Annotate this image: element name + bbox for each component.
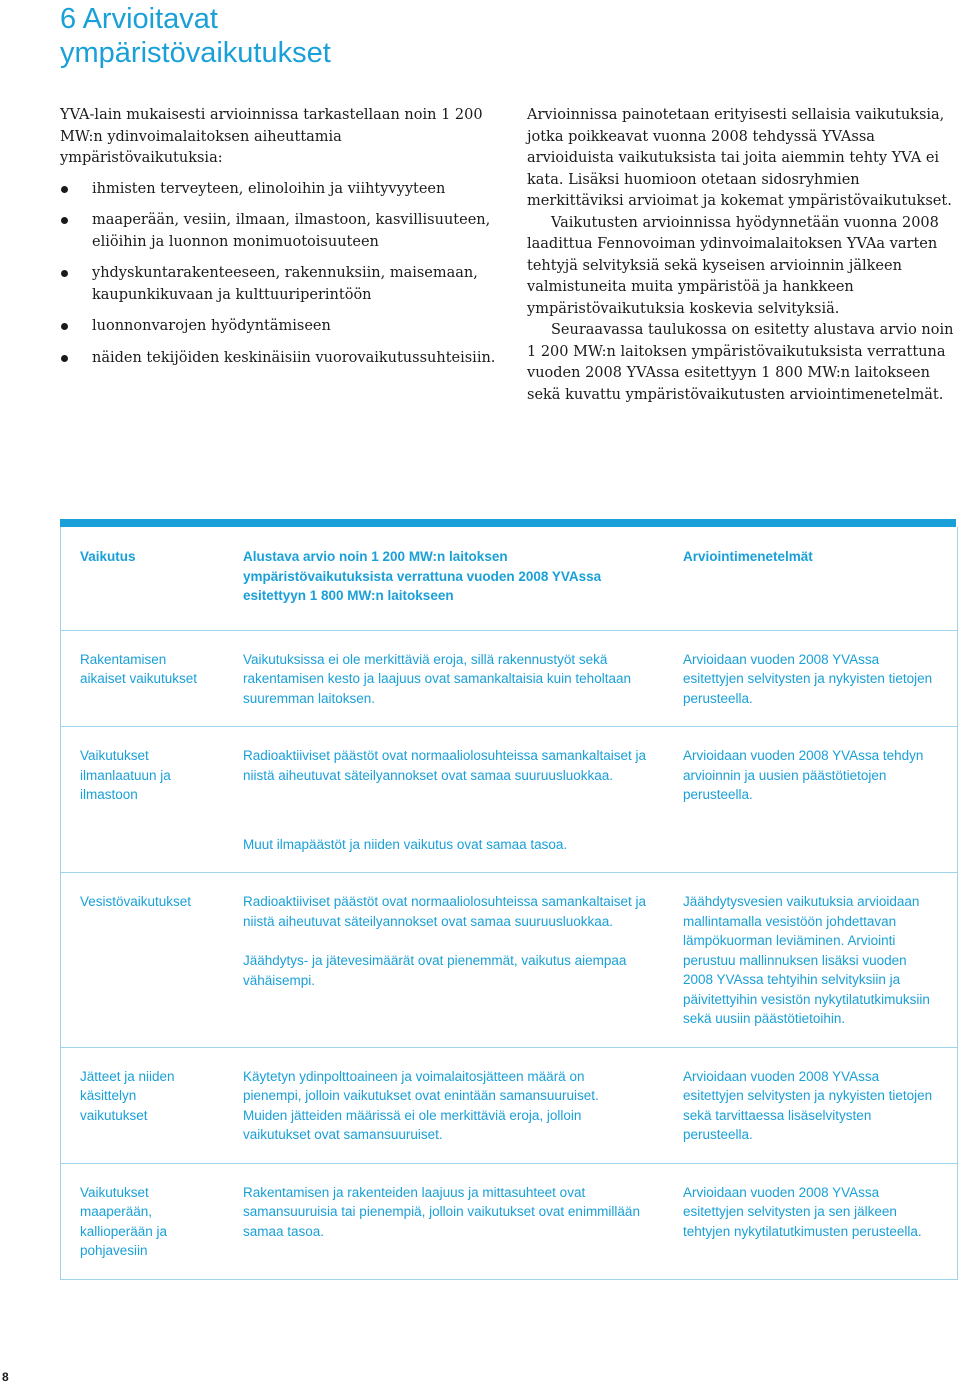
body-paragraph: Seuraavassa taulukossa on esitetty alustava arvio noin 1 200 MW:n laitoksen ympäristövaikutuksista verrattuna vuoden 2008 YVAssa esitettyyn 1 800 MW:n laitokseen sekä kuvattu ympäristövaikutusten arviointimenetelmät. <box>527 322 954 403</box>
table-row <box>61 726 957 872</box>
table-top-band <box>60 519 956 527</box>
cell-note: Muut ilmapäästöt ja niiden vaikutus ovat samaa tasoa. <box>243 836 568 852</box>
cell-impact: Vaikutukset maaperään, kallioperään ja pohjavesiin <box>80 1184 168 1258</box>
bullet-icon <box>61 217 68 224</box>
cell-assessment: Käytetyn ydinpolttoaineen ja voimalaitosjätteen määrä on pienempi, jolloin vaikutukset ovat enintään samansuuruiset. Muiden jätteiden määrissä ei ole merkittäviä eroja, jolloin vaikutukset ovat samansuuruiset. <box>243 1068 599 1142</box>
assessment-text: Radioaktiiviset päästöt ovat normaaliolosuhteissa samankaltaiset ja niistä aiheutuvat säteilyannokset ovat samaa suuruusluokkaa. <box>243 894 646 929</box>
left-column <box>60 105 505 379</box>
impact-list <box>60 179 505 370</box>
list-item: luonnonvarojen hyödyntämiseen <box>60 316 505 338</box>
bullet-icon <box>61 186 68 193</box>
bullet-icon <box>61 355 68 362</box>
assessment-text-2: Jäähdytys- ja jätevesimäärät ovat pienemmät, vaikutus aiempaa vähäisempi. <box>243 953 627 988</box>
table-row <box>61 1163 957 1279</box>
list-item: näiden tekijöiden keskinäisiin vuorovaikutussuhteisiin. <box>60 348 505 370</box>
body-paragraph: Arvioinnissa painotetaan erityisesti sellaisia vaikutuksia, jotka poikkeavat vuonna 2008 tehdyssä YVAssa arvioiduista vaikutuksista tai joita aiemmin tehty YVA ei kata. Lisäksi huomioon otetaan sidosryhmien merkittäviksi arvioimat ja kokemat ympäristövaikutukset. <box>527 107 952 209</box>
page-title <box>60 2 560 70</box>
bullet-icon <box>61 323 68 330</box>
cell-assessment: Radioaktiiviset päästöt ovat normaaliolosuhteissa samankaltaiset ja niistä aiheutuvat säteilyannokset ovat samaa suuruusluokkaa. <box>243 748 646 783</box>
cell-assessment <box>224 873 664 1047</box>
cell-method: Arvioidaan vuoden 2008 YVAssa esitettyjen selvitysten ja nykyisten tietojen perusteella. <box>683 651 933 706</box>
cell-impact: Vesistövaikutukset <box>80 894 192 909</box>
header-impact: Vaikutus <box>80 549 136 564</box>
table-header-row <box>61 527 957 630</box>
cell-assessment: Vaikutuksissa ei ole merkittäviä eroja, sillä rakennustyöt sekä rakentamisen kesto ja laajuus ovat samankaltaisia kuin teholtaan suuremman laitoksen. <box>243 651 631 706</box>
list-item: maaperään, vesiin, ilmaan, ilmastoon, kasvillisuuteen, eliöihin ja luonnon monimuotoisuuteen <box>60 210 505 253</box>
cell-method: Jäähdytysvesien vaikutuksia arvioidaan mallintamalla vesistöön johdettavan lämpökuorman leviäminen. Arviointi perustuu mallinnuksen lisäksi vuoden 2008 YVAssa tehtyihin selvityksiin ja päivitettyihin vesistön nykytilatutkimuksiin sekä uusiin päästötietoihin. <box>683 894 930 1026</box>
cell-impact: Vaikutukset ilmanlaatuun ja ilmastoon <box>80 748 171 802</box>
list-item: ihmisten terveyteen, elinoloihin ja viihtyvyyteen <box>60 179 505 201</box>
table-row <box>61 630 957 727</box>
body-paragraph: Vaikutusten arvioinnissa hyödynnetään vuonna 2008 laadittua Fennovoiman ydinvoimalaitoksen YVAa varten tehtyjä selvityksiä sekä kyseisen arvioinnin jälkeen valmistuneita muita ympäristöä ja hankkeen ympäristövaikutuksia koskevia selvityksiä. <box>527 214 939 317</box>
bullet-icon <box>61 270 68 277</box>
intro-paragraph: YVA-lain mukaisesti arvioinnissa tarkastellaan noin 1 200 MW:n ydinvoimalaitoksen aiheuttamia ympäristövaikutuksia: <box>60 107 483 166</box>
header-assessment: Alustava arvio noin 1 200 MW:n laitoksen ympäristövaikutuksista verrattuna vuoden 2008 YVAssa esitettyyn 1 800 MW:n laitokseen <box>243 549 602 603</box>
page-title-line1: 6 Arvioitavat <box>60 3 218 35</box>
list-item: yhdyskuntarakenteeseen, rakennuksiin, maisemaan, kaupunkikuvaan ja kulttuuriperintöön <box>60 263 505 306</box>
cell-method: Arvioidaan vuoden 2008 YVAssa esitettyjen selvitysten ja nykyisten tietojen sekä tarvittaessa lisäselvitysten perusteella. <box>683 1068 933 1142</box>
cell-method: Arvioidaan vuoden 2008 YVAssa tehdyn arvioinnin ja uusien päästötietojen perusteella. <box>683 748 924 802</box>
header-method: Arviointimenetelmät <box>683 549 813 564</box>
table-row <box>61 1047 957 1163</box>
cell-impact: Rakentamisen aikaiset vaikutukset <box>80 651 198 686</box>
cell-impact: Jätteet ja niiden käsittelyn vaikutukset <box>80 1068 175 1123</box>
page-number: 8 <box>2 1370 9 1384</box>
impact-table <box>60 527 958 1280</box>
cell-assessment: Rakentamisen ja rakenteiden laajuus ja mittasuhteet ovat samansuuruisia tai pienempiä, jolloin vaikutukset ovat enimmillään samaa tasoa. <box>243 1184 640 1239</box>
right-column <box>527 105 955 406</box>
cell-method: Arvioidaan vuoden 2008 YVAssa esitettyjen selvitysten ja sen jälkeen tehtyjen nykytilatutkimusten perusteella. <box>683 1184 922 1239</box>
page-title-line2: ympäristövaikutukset <box>60 37 331 69</box>
table-row <box>61 872 957 1047</box>
